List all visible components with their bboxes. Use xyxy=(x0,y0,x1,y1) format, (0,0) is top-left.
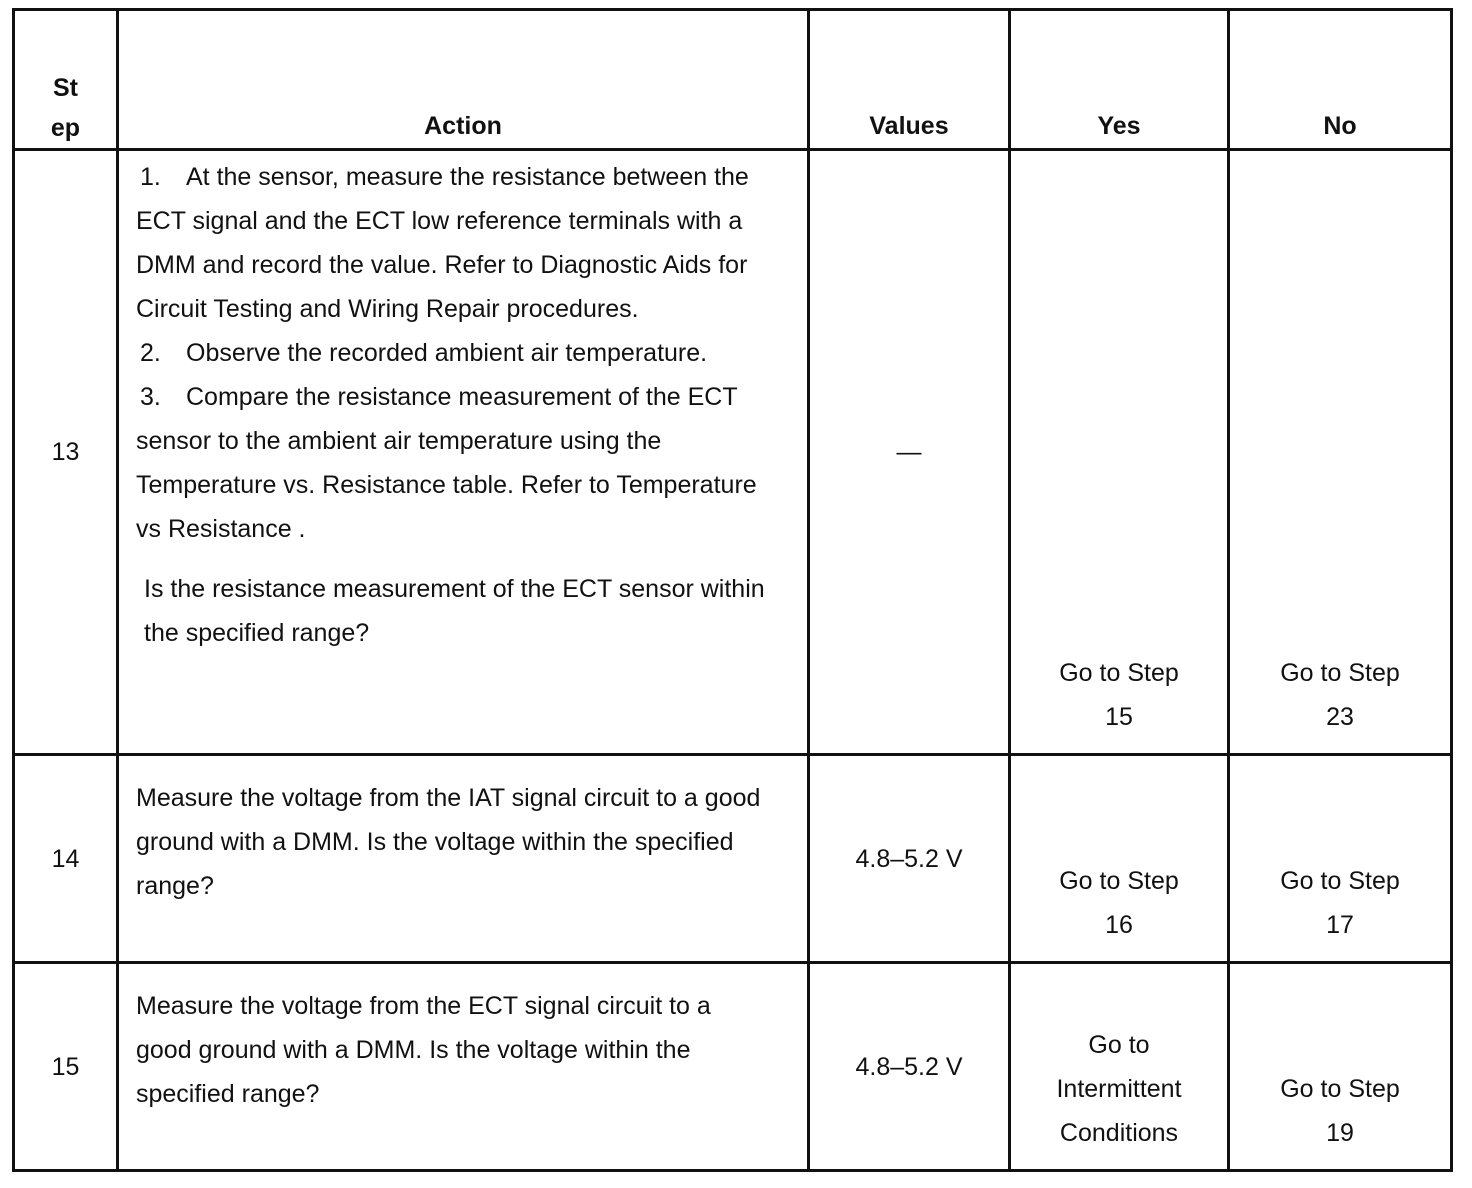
yes-cell: Go to Intermittent Conditions xyxy=(1010,963,1229,1171)
header-step xyxy=(14,10,118,150)
step-cell: 15 xyxy=(14,963,118,1171)
values-cell: — xyxy=(809,150,1010,755)
action-text: Measure the voltage from the ECT signal circuit to a good ground with a DMM. Is the voltage within the specified range? xyxy=(136,992,711,1108)
header-step-line1: St xyxy=(53,74,78,102)
action-cell xyxy=(118,150,809,755)
action-cell xyxy=(118,755,809,963)
yes-cell: Go to Step 16 xyxy=(1010,755,1229,963)
header-no: No xyxy=(1229,10,1452,150)
action-item-3: 3. Compare the resistance measurement of the ECT sensor to the ambient air temperature using the Temperature vs. Resistance table. Refer to Temperature vs Resistance . xyxy=(136,383,757,543)
no-cell: Go to Step 19 xyxy=(1229,963,1452,1171)
no-cell: Go to Step 17 xyxy=(1229,755,1452,963)
action-text: Measure the voltage from the IAT signal circuit to a good ground with a DMM. Is the voltage within the specified range? xyxy=(136,784,761,900)
diagnostic-table xyxy=(12,8,1453,1172)
action-cell xyxy=(118,963,809,1171)
step-cell: 14 xyxy=(14,755,118,963)
action-item-1: 1. At the sensor, measure the resistance between the ECT signal and the ECT low reference terminals with a DMM and record the value. Refer to Diagnostic Aids for Circuit Testing and Wiring Repair procedures. xyxy=(136,163,749,323)
header-values: Values xyxy=(809,10,1010,150)
header-row xyxy=(14,10,1452,150)
table-row-step-14 xyxy=(14,755,1452,963)
header-step-line2: ep xyxy=(50,114,81,142)
header-yes: Yes xyxy=(1010,10,1229,150)
action-item-2: 2. Observe the recorded ambient air temperature. xyxy=(140,339,708,367)
values-cell: 4.8–5.2 V xyxy=(809,963,1010,1171)
header-action: Action xyxy=(118,10,809,150)
table-row-step-15 xyxy=(14,963,1452,1171)
action-question: Is the resistance measurement of the ECT sensor within the specified range? xyxy=(144,575,765,647)
step-cell: 13 xyxy=(14,150,118,755)
values-cell: 4.8–5.2 V xyxy=(809,755,1010,963)
table-row-step-13 xyxy=(14,150,1452,755)
no-cell: Go to Step 23 xyxy=(1229,150,1452,755)
yes-cell: Go to Step 15 xyxy=(1010,150,1229,755)
